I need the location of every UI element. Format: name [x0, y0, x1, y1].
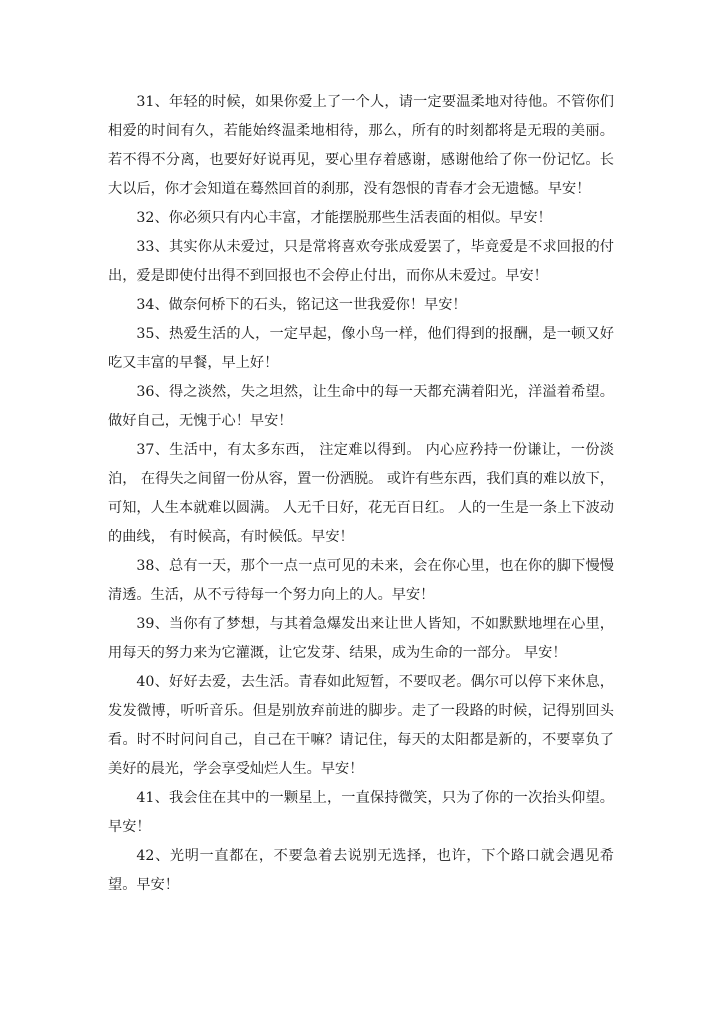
- paragraph-39: 39、当你有了梦想，与其着急爆发出来让世人皆知，不如默默地埋在心里，用每天的努力来为它灌溉，让它发芽、结果，成为生命的一部分。 早安！: [108, 616, 614, 661]
- paragraph-42: 42、光明一直都在，不要急着去说别无选择，也许，下个路口就会遇见希望。早安！: [108, 848, 614, 893]
- document-body: [108, 88, 614, 900]
- paragraph-31: 31、年轻的时候，如果你爱上了一个人，请一定要温柔地对待他。不管你们相爱的时间有久，若能始终温柔地相待，那么，所有的时刻都将是无瑕的美丽。若不得不分离，也要好好说再见，要心里存着感谢，感谢他给了你一份记忆。长大以后，你才会知道在蓦然回首的刹那，没有怨恨的青春才会无遗憾。早安！: [108, 94, 614, 197]
- paragraph-35: 35、热爱生活的人，一定早起，像小鸟一样，他们得到的报酬，是一顿又好吃又丰富的早餐，早上好！: [108, 326, 614, 371]
- paragraph-34: 34、做奈何桥下的石头，铭记这一世我爱你！早安！: [136, 297, 467, 313]
- paragraph-33: 33、其实你从未爱过，只是常将喜欢夸张成爱罢了，毕竟爱是不求回报的付出，爱是即使付出得不到回报也不会停止付出，而你从未爱过。早安！: [108, 239, 614, 284]
- paragraph-38: 38、总有一天，那个一点一点可见的未来，会在你心里，也在你的脚下慢慢清透。生活，从不亏待每一个努力向上的人。早安！: [108, 558, 614, 603]
- paragraph-32: 32、你必须只有内心丰富，才能摆脱那些生活表面的相似。早安！: [136, 210, 552, 226]
- paragraph-36: 36、得之淡然，失之坦然，让生命中的每一天都充满着阳光，洋溢着希望。做好自己，无愧于心！早安！: [108, 384, 614, 429]
- paragraph-41: 41、我会住在其中的一颗星上，一直保持微笑，只为了你的一次抬头仰望。早安！: [108, 790, 614, 835]
- paragraph-40: 40、好好去爱，去生活。青春如此短暂，不要叹老。偶尔可以停下来休息，发发微博，听听音乐。但是别放弃前进的脚步。走了一段路的时候，记得别回头看。时不时问问自己，自己在干嘛？请记住，每天的太阳都是新的，不要辜负了美好的晨光，学会享受灿烂人生。早安！: [108, 674, 614, 777]
- paragraph-37: 37、生活中，有太多东西， 注定难以得到。 内心应矜持一份谦让，一份淡泊， 在得失之间留一份从容，置一份洒脱。 或许有些东西，我们真的难以放下， 可知，人生本就难以圆满。 人无千日好，花无百日红。 人的一生是一条上下波动的曲线， 有时候高，有时候低。早安！: [108, 442, 614, 545]
